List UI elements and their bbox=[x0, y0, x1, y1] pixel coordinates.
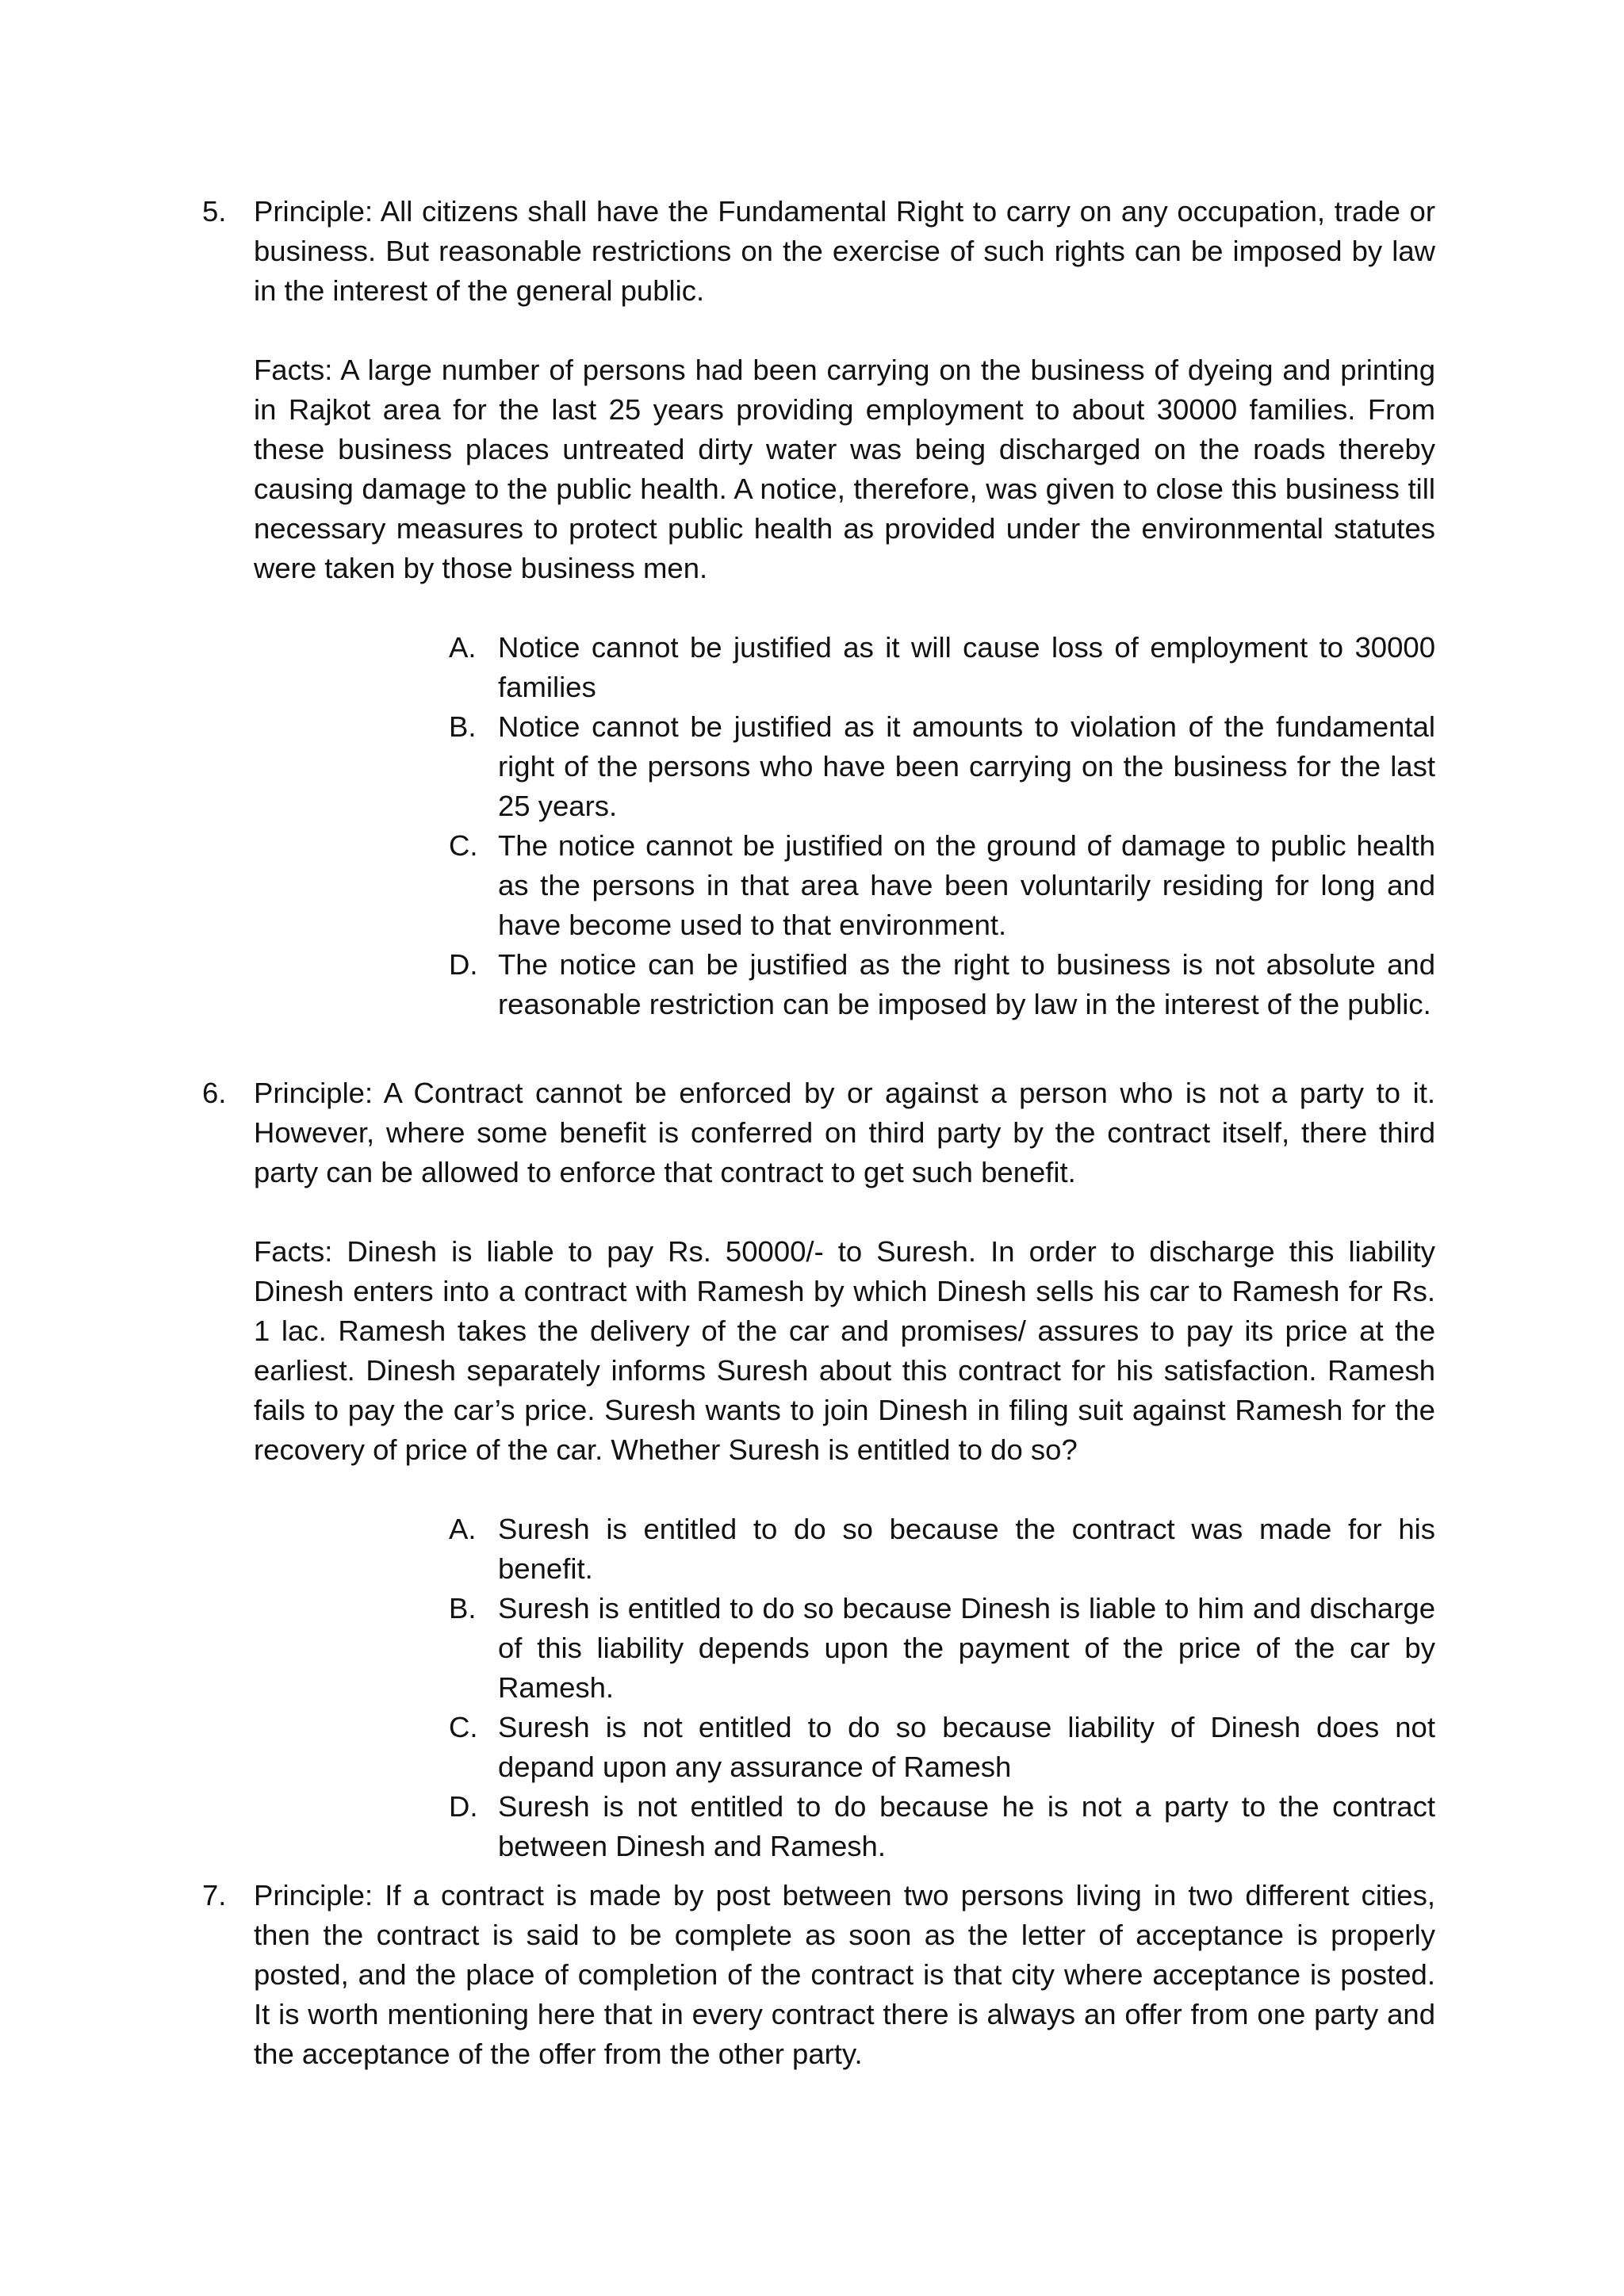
option-c bbox=[449, 826, 1435, 945]
principle-text: Principle: If a contract is made by post between two persons living in two different cities, then the contract is said to be complete as soon as the letter of acceptance is properly posted, and the place of completion of the contract is that city where acceptance is posted. It is worth mentioning here that in every contract there is always an offer from one party and the acceptance of the offer from the other party. bbox=[254, 1879, 1435, 2070]
principle-text: Principle: All citizens shall have the Fundamental Right to carry on any occupation, trade or business. But reasonable restrictions on the exercise of such rights can be imposed by law in the interest of the general public. bbox=[254, 195, 1435, 307]
option-text: The notice can be justified as the right to business is not absolute and reasonable restriction can be imposed by law in the interest of the public. bbox=[498, 948, 1435, 1020]
option-a bbox=[449, 628, 1435, 707]
option-d bbox=[449, 1787, 1435, 1866]
option-d bbox=[449, 945, 1435, 1024]
option-letter: C. bbox=[449, 1711, 478, 1743]
option-letter: A. bbox=[449, 1513, 477, 1545]
option-text: Notice cannot be justified as it amounts to violation of the fundamental right of the persons who have been carrying on the business for the last 25 years. bbox=[498, 710, 1435, 822]
option-letter: A. bbox=[449, 631, 477, 664]
question-5 bbox=[202, 192, 1435, 1024]
principle-text: Principle: A Contract cannot be enforced by or against a person who is not a party to it. However, where some benefit is conferred on third party by the contract itself, there third party can be allowed to enforce that contract to get such benefit. bbox=[254, 1077, 1435, 1188]
option-text: Notice cannot be justified as it will cause loss of employment to 30000 families bbox=[498, 631, 1435, 703]
facts-text: Facts: A large number of persons had been carrying on the business of dyeing and printing in Rajkot area for the last 25 years providing employment to about 30000 families. From these business places untreated dirty water was being discharged on the roads thereby causing damage to the public health. A notice, therefore, was given to close this business till necessary measures to protect public health as provided under the environmental statutes were taken by those business men. bbox=[254, 354, 1435, 584]
option-text: Suresh is not entitled to do because he is not a party to the contract between Dinesh and Ramesh. bbox=[498, 1790, 1435, 1862]
answer-options bbox=[449, 628, 1435, 1024]
option-text: The notice cannot be justified on the ground of damage to public health as the persons in that area have been voluntarily residing for long and have become used to that environment. bbox=[498, 829, 1435, 941]
option-text: Suresh is not entitled to do so because liability of Dinesh does not depand upon any assurance of Ramesh bbox=[498, 1711, 1435, 1783]
question-body bbox=[254, 1073, 1435, 1866]
option-b bbox=[449, 707, 1435, 826]
question-body bbox=[254, 192, 1435, 1024]
question-7 bbox=[202, 1876, 1435, 2074]
option-letter: B. bbox=[449, 1592, 477, 1624]
option-letter: C. bbox=[449, 829, 478, 862]
option-c bbox=[449, 1708, 1435, 1787]
question-number: 6. bbox=[202, 1077, 227, 1109]
option-text: Suresh is entitled to do so because the contract was made for his benefit. bbox=[498, 1513, 1435, 1585]
question-6 bbox=[202, 1073, 1435, 1866]
option-a bbox=[449, 1510, 1435, 1589]
option-text: Suresh is entitled to do so because Dinesh is liable to him and discharge of this liability depends upon the payment of the price of the car by Ramesh. bbox=[498, 1592, 1435, 1704]
question-number: 7. bbox=[202, 1879, 227, 1911]
question-body bbox=[254, 1876, 1435, 2074]
option-letter: D. bbox=[449, 948, 478, 981]
option-letter: D. bbox=[449, 1790, 478, 1823]
facts-text: Facts: Dinesh is liable to pay Rs. 50000/- to Suresh. In order to discharge this liability Dinesh enters into a contract with Ramesh by which Dinesh sells his car to Ramesh for Rs. 1 lac. Ramesh takes the delivery of the car and promises/ assures to pay its price at the earliest. Dinesh separately informs Suresh about this contract for his satisfaction. Ramesh fails to pay the car’s price. Suresh wants to join Dinesh in filing suit against Ramesh for the recovery of price of the car. Whether Suresh is entitled to do so? bbox=[254, 1235, 1435, 1466]
answer-options bbox=[449, 1510, 1435, 1866]
option-b bbox=[449, 1589, 1435, 1708]
question-number: 5. bbox=[202, 195, 227, 228]
option-letter: B. bbox=[449, 710, 477, 743]
